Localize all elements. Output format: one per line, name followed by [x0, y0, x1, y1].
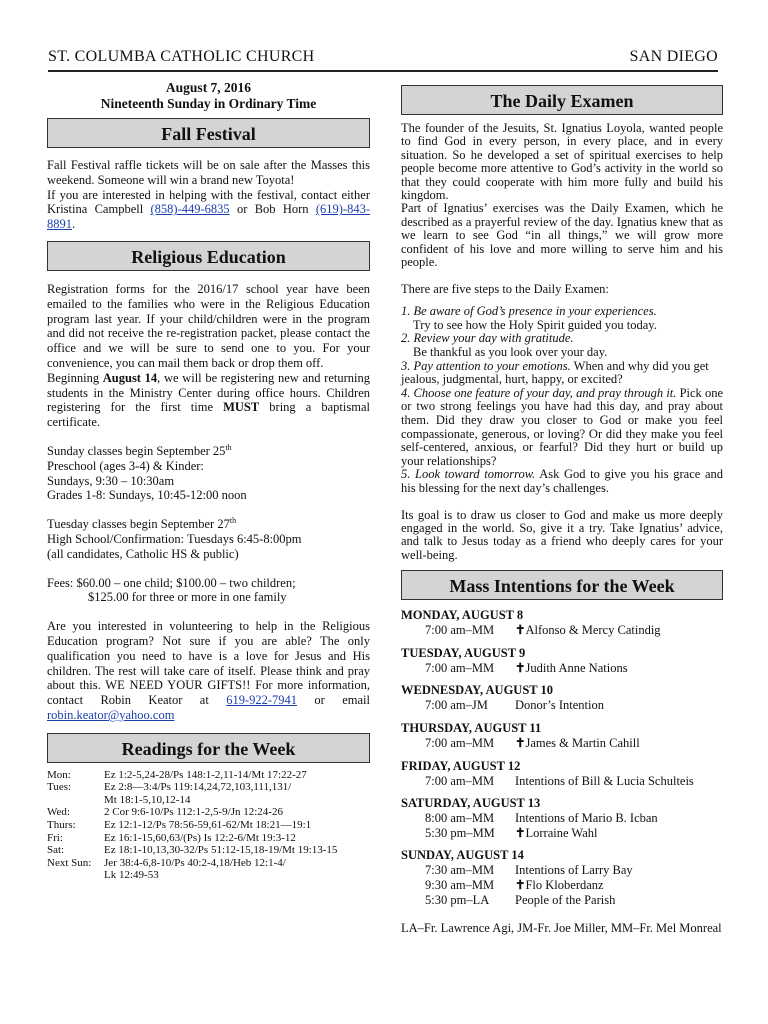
horn-phone-link[interactable]: (619)-843-8891	[47, 202, 370, 232]
mass-intention	[401, 698, 723, 713]
cross-icon: ✝	[515, 623, 526, 638]
examen-conclusion: Its goal is to draw us closer to God and make us more deeply engaged in the world. So, give it a try. Take Ignatius’ advice, and talk to Jesus today as a friend who deeply cares for your well-being.	[401, 507, 723, 562]
reading-citation: Ez 18:1-10,13,30-32/Ps 51:12-15,18-19/Mt 19:13-15	[104, 844, 338, 857]
mass-intention	[401, 893, 723, 908]
daily-examen-section	[401, 122, 723, 562]
festival-help-text: If you are interested in helping with the festival, contact either Kristina Campbell (858)-449-6835 or Bob Horn (619)-843-8891.	[47, 187, 370, 232]
mass-intention	[401, 878, 723, 893]
reading-day: Sat:	[47, 844, 65, 857]
mass-intention	[401, 811, 723, 826]
reading-day: Wed:	[47, 806, 70, 819]
reading-row	[47, 857, 337, 870]
mass-time: 5:30 pm–MM	[425, 825, 495, 840]
sunday-classes: Sunday classes begin September 25th Preschool (ages 3-4) & Kinder: Sundays, 9:30 – 10:30am Grades 1-8: Sundays, 10:45-12:00 noon	[47, 442, 247, 503]
reading-row	[47, 781, 337, 794]
church-name: ST. COLUMBA CATHOLIC CHURCH	[48, 48, 315, 65]
mass-intentions-heading: Mass Intentions for the Week	[401, 570, 723, 600]
volunteer-text: Are you interested in volunteering to help in the Religious Education program? Not sure if you are able? The only qualification you need to have is a love for Jesus and His children. The rest will take care of itself. Please think and pray about this. WE NEED YOUR GIFTS!! For more information, contact Robin Keator at 619-922-7941 or email robin.keator@yahoo.com	[47, 619, 370, 722]
reading-row	[47, 869, 337, 882]
mass-time: 7:30 am–MM	[425, 863, 495, 878]
intention-name: Intentions of Bill & Lucia Schulteis	[515, 773, 694, 788]
mass-day: WEDNESDAY, AUGUST 10	[401, 683, 554, 698]
keator-phone-link[interactable]: 619-922-7941	[226, 693, 298, 708]
fees-text: Fees: $60.00 – one child; $100.00 – two children; $125.00 for three or more in one family	[47, 575, 296, 605]
left-column	[47, 80, 370, 882]
step-3: 3. Pay attention to your emotions. When and why did you get jealous, judgmental, hurt, happy, or excited?	[401, 358, 709, 387]
keator-email-link[interactable]: robin.keator@yahoo.com	[47, 707, 175, 722]
reading-row	[47, 844, 337, 857]
reading-day	[47, 794, 104, 807]
mass-intention	[401, 623, 723, 638]
reading-day: Tues:	[47, 781, 72, 794]
tuesday-classes: Tuesday classes begin September 27th High School/Confirmation: Tuesdays 6:45-8:00pm (all candidates, Catholic HS & public)	[47, 515, 302, 561]
reading-citation: Ez 16:1-15,60,63/(Ps) Is 12:2-6/Mt 19:3-12	[104, 831, 296, 844]
religious-education-heading: Religious Education	[47, 241, 370, 271]
step-1: 1. Be aware of God’s presence in your experiences.	[401, 304, 657, 319]
page-header	[48, 48, 718, 72]
examen-description: Part of Ignatius’ exercises was the Daily Examen, which he described as a prayerful review of the day. Ignatius knew that as we learn to see God “in all things,” we will grow more confident of his love and more willing to serve him and his people.	[401, 201, 723, 270]
intention-name: Alfonso & Mercy Catindig	[525, 623, 661, 638]
liturgical-day: Nineteenth Sunday in Ordinary Time	[100, 96, 317, 111]
intention-name: Judith Anne Nations	[525, 660, 628, 675]
mass-time: 9:30 am–MM	[425, 877, 495, 892]
mass-time: 7:00 am–MM	[425, 735, 495, 750]
bulletin-date	[47, 80, 370, 112]
beginning-text: Beginning August 14, we will be registering new and returning students in the Ministry Center during office hours. Children registering for the first time MUST bring a baptismal certificate.	[47, 370, 370, 430]
mass-intention	[401, 863, 723, 878]
daily-examen-heading: The Daily Examen	[401, 85, 723, 115]
cross-icon: ✝	[515, 877, 526, 892]
reading-day: Next Sun:	[47, 856, 92, 869]
intention-name: People of the Parish	[515, 892, 616, 907]
cross-icon: ✝	[515, 660, 526, 675]
mass-intentions-list	[401, 608, 723, 907]
cross-icon: ✝	[515, 825, 526, 840]
reading-day	[47, 869, 104, 882]
reading-citation: Jer 38:4-6,8-10/Ps 40:2-4,18/Heb 12:1-4/	[104, 856, 286, 869]
reading-citation: Lk 12:49-53	[104, 869, 159, 882]
cross-icon: ✝	[515, 735, 526, 750]
intention-name: Donor’s Intention	[515, 698, 604, 713]
intention-name: Flo Kloberdanz	[525, 877, 604, 892]
reading-citation: Ez 1:2-5,24-28/Ps 148:1-2,11-14/Mt 17:22-27	[104, 768, 307, 781]
mass-day: SUNDAY, AUGUST 14	[401, 848, 524, 863]
reading-row	[47, 769, 337, 782]
fall-festival-heading: Fall Festival	[47, 118, 370, 148]
mass-time: 7:00 am–JM	[425, 698, 488, 713]
reading-day: Fri:	[47, 831, 63, 844]
step-2: 2. Review your day with gratitude.	[401, 331, 574, 346]
mass-time: 5:30 pm–LA	[425, 892, 490, 907]
mass-time: 7:00 am–MM	[425, 623, 495, 638]
mass-intention	[401, 661, 723, 676]
reading-day: Mon:	[47, 768, 71, 781]
readings-table	[47, 769, 337, 882]
raffle-text: Fall Festival raffle tickets will be on sale after the Masses this weekend. Someone will win a brand new Toyota!	[47, 158, 370, 187]
step-5: 5. Look toward tomorrow. Ask God to give you his grace and his blessing for the next day’s challenges.	[401, 467, 723, 495]
intention-name: Intentions of Larry Bay	[515, 863, 633, 878]
reading-row	[47, 819, 337, 832]
registration-text: Registration forms for the 2016/17 school year have been emailed to the families who were in the Religious Education program last year. If your child/children were in the program and did not receive the re-registration packet, please contact the office and we will be sure to send one to you. For your convenience, you can mail them back or drop them off.	[47, 281, 370, 370]
examen-steps-intro: There are five steps to the Daily Examen:	[401, 282, 609, 297]
intention-name: James & Martin Cahill	[525, 735, 640, 750]
right-column	[401, 85, 723, 936]
campbell-phone-link[interactable]: (858)-449-6835	[150, 202, 230, 217]
mass-time: 7:00 am–MM	[425, 773, 495, 788]
reading-row	[47, 794, 337, 807]
mass-intention	[401, 774, 723, 789]
fall-festival-section	[47, 158, 370, 232]
mass-day: MONDAY, AUGUST 8	[401, 608, 524, 623]
intention-name: Lorraine Wahl	[525, 825, 598, 840]
examen-intro: The founder of the Jesuits, St. Ignatius Loyola, wanted people to find God in every person, in every place, and in every situation. So he developed a set of spiritual exercises to help people become more attentive to God’s activity in the world so that they could cooperate with him more fully and build his kingdom.	[401, 121, 723, 203]
examen-steps: 1. Be aware of God’s presence in your experiences. Try to see how the Holy Spirit guided you today. 2. Review your day with gratitude. Be thankful as you look over your day. 3. Pay attention to your emotions. When and why did you get jealous, judgmental, hurt, happy, or excited? 4. Choose one feature of your day, and pray through it. Pick one or two strong feelings you have had this day, and pray about them. Did they draw you closer to God or make you feel compassionate, generous, or loving? Or did they make you feel self-centered, anxious, or fearful? Did they hurt or build up your relationships? 5. Look toward tomorrow. Ask God to give you his grace and his blessing for the next day’s challenges.	[401, 304, 723, 495]
mass-intention	[401, 736, 723, 751]
reading-citation: Ez 12:1-12/Ps 78:56-59,61-62/Mt 18:21—19:1	[104, 819, 312, 832]
reading-row	[47, 832, 337, 845]
reading-citation: Mt 18:1-5,10,12-14	[104, 793, 191, 806]
reading-citation: 2 Cor 9:6-10/Ps 112:1-2,5-9/Jn 12:24-26	[104, 806, 283, 819]
step-4: 4. Choose one feature of your day, and pray through it. Pick one or two strong feelings you have had this day, and pray about them. Did they draw you closer to God or make you feel compassionate, generous, or loving? Or did they make you feel self-centered, anxious, or fearful? Did they hurt or build up your relationships?	[401, 385, 723, 468]
mass-time: 8:00 am–MM	[425, 811, 495, 826]
reading-citation: Ez 2:8—3:4/Ps 119:14,24,72,103,111,131/	[104, 781, 292, 794]
celebrant-key: LA–Fr. Lawrence Agi, JM-Fr. Joe Miller, MM–Fr. Mel Monreal	[401, 921, 722, 936]
mass-day: SATURDAY, AUGUST 13	[401, 796, 541, 811]
mass-day: TUESDAY, AUGUST 9	[401, 645, 526, 660]
date-line: August 7, 2016	[165, 80, 252, 95]
mass-time: 7:00 am–MM	[425, 660, 495, 675]
city-name: SAN DIEGO	[629, 48, 718, 65]
intention-name: Intentions of Mario B. Icban	[515, 811, 658, 826]
reading-day: Thurs:	[47, 819, 76, 832]
mass-day: FRIDAY, AUGUST 12	[401, 758, 521, 773]
mass-day: THURSDAY, AUGUST 11	[401, 720, 542, 735]
religious-education-section	[47, 282, 370, 723]
reading-row	[47, 806, 337, 819]
readings-heading: Readings for the Week	[47, 733, 370, 763]
mass-intention	[401, 826, 723, 841]
